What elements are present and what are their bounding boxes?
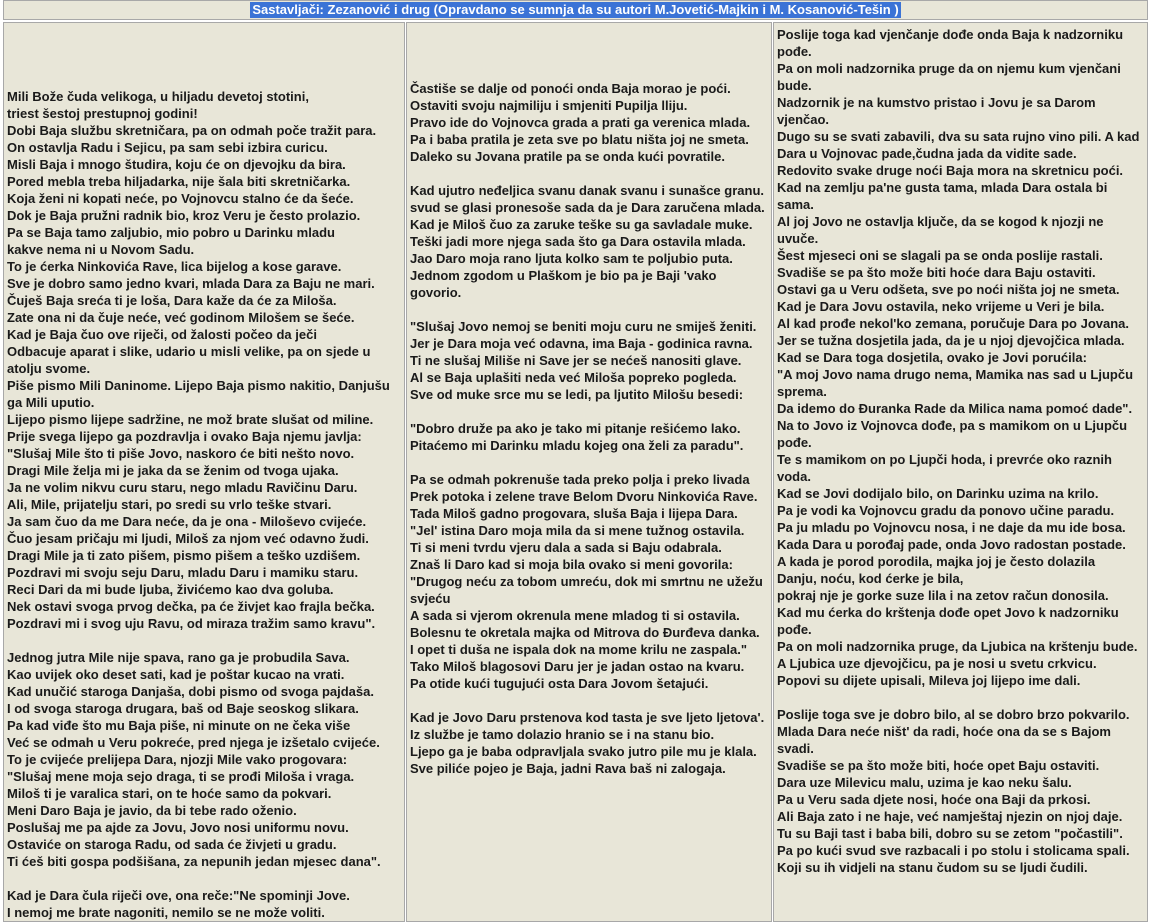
stanza [410, 709, 768, 777]
poem-line: Ostaviti svoju najmiliju i smjeniti Pupilja lliju. [410, 98, 688, 113]
poem-line: Pa otide kući tugujući osta Dara Jovom šetajući. [410, 676, 709, 691]
poem-line: "Slušaj Mile što ti piše Jovo, naskoro će biti nešto novo. [7, 446, 355, 461]
poem-line: "Drugog neću za tobom umreću, dok mi smrtnu ne užežu svjeću [410, 574, 763, 606]
poem-line: Kad je Dara Jovu ostavila, neko vrijeme u Veri je bila. [777, 299, 1105, 314]
poem-column-3 [773, 22, 1148, 922]
stanza [7, 649, 401, 870]
stanza [777, 706, 1144, 876]
poem-line: Kad ujutro neđeljica svanu danak svanu i sunašce granu. [410, 183, 764, 198]
poem-line: Na to Jovo iz Vojnovca dođe, pa s mamikom on u Ljupču pođe. [777, 418, 1128, 450]
poem-line: Kad na zemlju pa'ne gusta tama, mlada Dara ostala bi sama. [777, 180, 1108, 212]
poem-line: "Dobro druže pa ako je tako mi pitanje rešićemo lako. [410, 421, 741, 436]
poem-line: Kad je Miloš čuo za zaruke teške su ga savladale muke. [410, 217, 753, 232]
poem-line: A sada si vjerom okrenula mene mladog ti si ostavila. [410, 608, 740, 623]
poem-line: Al kad prođe nekol'ko zemana, poručuje Dara po Jovana. [777, 316, 1130, 331]
poem-line: Piše pismo Mili Daninome. Lijepo Baja pismo nakitio, Danjušu ga Mili uputio. [7, 378, 390, 410]
poem-line: Pa kad viđe što mu Baja piše, ni minute on ne čeka više [7, 718, 351, 733]
poem-line: Pitaćemo mi Darinku mladu kojeg ona želi za paradu". [410, 438, 744, 453]
poem-line: I od svoga staroga drugara, baš od Baje seoskog slikara. [7, 701, 359, 716]
poem-line: Svadiše se pa što može biti hoće dara Baju ostaviti. [777, 265, 1096, 280]
stanza [410, 182, 768, 301]
poem-line: Tada Miloš gadno progovara, sluša Baja i lijepa Dara. [410, 506, 738, 521]
stanza [410, 80, 768, 165]
poem-line: Danju, noću, kod ćerke je bila, [777, 571, 964, 586]
poem-line: Tako Miloš blagosovi Daru jer je jadan ostao na kvaru. [410, 659, 745, 674]
poem-line: Da idemo do Đuranka Rade da Milica nama pomoć dade". [777, 401, 1133, 416]
poem-line: Dara uze Milevicu malu, uzima je kao neku šalu. [777, 775, 1072, 790]
poem-line: Te s mamikom on po Ljupči hoda, i prevrće oko raznih voda. [777, 452, 1112, 484]
poem-line: Ja sam čuo da me Dara neće, da je ona - Miloševo cvijeće. [7, 514, 367, 529]
poem-line: Pravo ide do Vojnovca grada a prati ga verenica mlada. [410, 115, 751, 130]
poem-line: svud se glasi pronesoše sada da je Dara zaručena mlada. [410, 200, 765, 215]
stanza [410, 318, 768, 403]
poem-line: "Jel' istina Daro moja mila da si mene tužnog ostavila. [410, 523, 745, 538]
stanza [777, 26, 1144, 689]
poem-line: Poslije toga sve je dobro bilo, al se dobro brzo pokvarilo. [777, 707, 1130, 722]
poem-line: Dobi Baja službu skretničara, pa on odmah poče tražit para. [7, 123, 377, 138]
poem-line: Ti si meni tvrdu vjeru dala a sada si Baju odabrala. [410, 540, 722, 555]
poem-line: Svadiše se pa što može biti, hoće opet Baju ostaviti. [777, 758, 1100, 773]
poem-line: Kad se Dara toga dosjetila, ovako je Jovi porućila: [777, 350, 1087, 365]
poem-line: Pa on moli nadzornika pruge, da Ljubica na krštenju bude. [777, 639, 1138, 654]
poem-line: Znaš li Daro kad si moja bila ovako si meni govorila: [410, 557, 733, 572]
poem-line: Čuješ Baja sreća ti je loša, Dara kaže da će za Miloša. [7, 293, 337, 308]
poem-line: Zate ona ni da čuje neće, već godinom Milošem se šeće. [7, 310, 355, 325]
poem-line: Ostavi ga u Veru odšeta, sve po noći ništa joj ne smeta. [777, 282, 1120, 297]
poem-line: Pa se Baja tamo zaljubio, mio pobro u Darinku mladu [7, 225, 335, 240]
poem-line: Kad se Jovi dodijalo bilo, on Darinku uzima na krilo. [777, 486, 1099, 501]
poem-line: Ti ne slušaj Miliše ni Save jer se nećeš nanositi glave. [410, 353, 742, 368]
poem-line: Ti ćeš biti gospa podšišana, za nepunih jedan mjesec dana". [7, 854, 381, 869]
poem-line: Šest mjeseci oni se slagali pa se onda poslije rastali. [777, 248, 1103, 263]
poem-line: Iz službe je tamo dolazio hranio se i na stanu bio. [410, 727, 715, 742]
poem-line: Kada Dara u porođaj pade, onda Jovo radostan postade. [777, 537, 1126, 552]
poem-line: Jer je Dara moja već odavna, ima Baja - godinica ravna. [410, 336, 753, 351]
poem-line: pokraj nje je gorke suze lila i na zetov račun donosila. [777, 588, 1109, 603]
poem-line: Pa on moli nadzornika pruge da on njemu kum vjenčani bude. [777, 61, 1121, 93]
poem-line: Kad mu ćerka do krštenja dođe opet Jovo k nadzorniku pođe. [777, 605, 1119, 637]
poem-line: Meni Daro Baja je javio, da bi tebe rado oženio. [7, 803, 297, 818]
poem-line: Kao uvijek oko deset sati, kad je poštar kucao na vrati. [7, 667, 345, 682]
poem-line: Dragi Mile želja mi je jaka da se ženim od tvoga ujaka. [7, 463, 339, 478]
poem-line: kakve nema ni u Novom Sadu. [7, 242, 195, 257]
poem-line: A Ljubica uze djevojčicu, pa je nosi u svetu crkvicu. [777, 656, 1097, 671]
poem-line: Nek ostavi svoga prvog dečka, pa će živjet kao frajla bečka. [7, 599, 375, 614]
poem-line: On ostavlja Radu i Sejicu, pa sam sebi izbira curicu. [7, 140, 328, 155]
poem-line: Miloš ti je varalica stari, on te hoće samo da pokvari. [7, 786, 332, 801]
poem-line: Sve piliće pojeo je Baja, jadni Rava baš ni zalogaja. [410, 761, 726, 776]
poem-line: Čuo jesam pričaju mi ljudi, Miloš za njom već odavno žudi. [7, 531, 369, 546]
poem-line: Koji su ih vidjeli na stanu čudom su se ljudi čudili. [777, 860, 1088, 875]
stanza [7, 88, 401, 632]
poem-line: Redovito svake druge noći Baja mora na skretnicu poći. [777, 163, 1124, 178]
stanza [7, 887, 401, 921]
poem-line: Bolesnu te okretala majka od Mitrova do Đurđeva danka. [410, 625, 760, 640]
poem-line: Lijepo pismo lijepe sadržine, ne mož brate slušat od miline. [7, 412, 374, 427]
poem-line: Pa po kući svud sve razbacali i po stolu i stolicama spali. [777, 843, 1130, 858]
poem-line: To je cvijeće prelijepa Dara, njozji Mile vako progovara: [7, 752, 348, 767]
poem-line: Častiše se dalje od ponoći onda Baja morao je poći. [410, 81, 731, 96]
stanza [410, 420, 768, 454]
poem-column-1 [3, 22, 405, 922]
poem-line: Al joj Jovo ne ostavlja ključe, da se kogod k njozji ne uvuče. [777, 214, 1104, 246]
poem-column-2 [406, 22, 772, 922]
poem-line: Sve je dobro samo jedno kvari, mlada Dara za Baju ne mari. [7, 276, 375, 291]
poem-line: Jer se tužna dosjetila jada, da je u njoj djevojčica mlada. [777, 333, 1125, 348]
poem-line: Kad je Dara čula riječi ove, ona reče:"Ne spominji Jove. [7, 888, 350, 903]
poem-line: Prek potoka i zelene trave Belom Dvoru Ninkovića Rave. [410, 489, 758, 504]
poem-line: Pozdravi mi i svog uju Ravu, od miraza tražim samo kravu". [7, 616, 376, 631]
poem-line: Daleko su Jovana pratile pa se onda kući povratile. [410, 149, 726, 164]
poem-line: Odbacuje aparat i slike, udario u misli velike, pa on sjede u atolju svome. [7, 344, 371, 376]
poem-line: Pa u Veru sada djete nosi, hoće ona Baji da prkosi. [777, 792, 1091, 807]
poem-line: Misli Baja i mnogo študira, koju će on djevojku da bira. [7, 157, 346, 172]
poem-line: Poslije toga kad vjenčanje dođe onda Baja k nadzorniku pođe. [777, 27, 1124, 59]
poem-line: Poslušaj me pa ajde za Jovu, Jovo nosi uniformu novu. [7, 820, 349, 835]
poem-line: "Slušaj mene moja sejo draga, ti se prođi Miloša i vraga. [7, 769, 355, 784]
poem-line: Dugo su se svati zabavili, dva su sata rujno vino pili. A kad Dara u Vojnovac pade,čudna jada da vidite sade. [777, 129, 1140, 161]
poem-line: Jao Daro moja rano ljuta kolko sam te poljubio puta. [410, 251, 733, 266]
authors-title[interactable]: Sastavljači: Zezanović i drug (Opravdano se sumnja da su autori M.Jovetić-Majkin i M. Kosanović-Tešin ) [252, 2, 899, 17]
poem-line: Prije svega lijepo ga pozdravlja i ovako Baja njemu javlja: [7, 429, 362, 444]
poem-line: "A moj Jovo nama drugo nema, Mamika nas sad u Ljupču sprema. [777, 367, 1134, 399]
poem-line: Al se Baja uplašiti neda već Miloša popreko pogleda. [410, 370, 737, 385]
poem-table [3, 22, 1148, 922]
poem-line: Tu su Baji tast i baba bili, dobro su se zetom "počastili". [777, 826, 1123, 841]
poem-line: triest šestoj prestupnoj godini! [7, 106, 198, 121]
poem-line: Pa ju mladu po Vojnovcu nosa, i ne daje da mu ide bosa. [777, 520, 1126, 535]
poem-line: Ostaviće on staroga Radu, od sada će živjeti u gradu. [7, 837, 337, 852]
poem-line: Ljepo ga je baba odpravljala svako jutro pile mu je klala. [410, 744, 757, 759]
poem-line: Popovi su dijete upisali, Mileva joj lijepo ime dali. [777, 673, 1081, 688]
poem-line: "Slušaj Jovo nemoj se beniti moju curu ne smiješ ženiti. [410, 319, 757, 334]
poem-line: Ali, Mile, prijatelju stari, po sredi su vrlo teške stvari. [7, 497, 332, 512]
poem-line: Ali Baja zato i ne haje, već namještaj njezin on njoj daje. [777, 809, 1123, 824]
poem-line: Sve od muke srce mu se ledi, pa ljutito Milošu besedi: [410, 387, 744, 402]
poem-line: I nemoj me brate nagoniti, nemilo se ne može voliti. [7, 905, 325, 920]
poem-line: Teški jadi more njega sada što ga Dara ostavila mlada. [410, 234, 746, 249]
poem-line: Mlada Dara neće ništ' da radi, hoće ona da se s Bajom svadi. [777, 724, 1111, 756]
poem-line: Jednom zgodom u Plaškom je bio pa je Baji 'vako govorio. [410, 268, 717, 300]
poem-line: Koja ženi ni kopati neće, po Vojnovcu stalno će da šeće. [7, 191, 354, 206]
poem-line: Već se odmah u Veru pokreće, pred njega je izšetalo cvijeće. [7, 735, 380, 750]
poem-line: Kad je Baja čuo ove riječi, od žalosti počeo da ječi [7, 327, 317, 342]
poem-line: Pa i baba pratila je zeta sve po blatu ništa joj ne smeta. [410, 132, 749, 147]
poem-line: Reci Dari da mi bude ljuba, živićemo kao dva goluba. [7, 582, 334, 597]
poem-line: Pored mebla treba hiljadarka, nije šala biti skretničarka. [7, 174, 351, 189]
poem-line: Dok je Baja pružni radnik bio, kroz Veru je često prolazio. [7, 208, 361, 223]
poem-line: Kad unučić staroga Danjaša, dobi pismo od svoga pajdaša. [7, 684, 374, 699]
poem-line: Pozdravi mi svoju seju Daru, mladu Daru i mamiku staru. [7, 565, 359, 580]
poem-line: A kada je porod porodila, majka joj je često dolazila [777, 554, 1096, 569]
poem-line: Ja ne volim nikvu curu staru, nego mladu Ravičinu Daru. [7, 480, 358, 495]
poem-line: Pa se odmah pokrenuše tada preko polja i preko livada [410, 472, 750, 487]
stanza [410, 471, 768, 692]
poem-line: Nadzornik je na kumstvo pristao i Jovu je sa Darom vjenčao. [777, 95, 1096, 127]
poem-line: Kad je Jovo Daru prstenova kod tasta je sve ljeto ljetova'. [410, 710, 765, 725]
poem-line: I opet ti duša ne ispala dok na mome krilu ne zaspala." [410, 642, 748, 657]
poem-line: Jednog jutra Mile nije spava, rano ga je probudila Sava. [7, 650, 350, 665]
poem-line: Mili Bože čuda velikoga, u hiljadu devetoj stotini, [7, 89, 309, 104]
poem-line: To je ćerka Ninkovića Rave, lica bijelog a kose garave. [7, 259, 342, 274]
poem-line: Pa je vodi ka Vojnovcu gradu da ponovo učine paradu. [777, 503, 1115, 518]
poem-line: Dragi Mile ja ti zato pišem, pismo pišem a teško uzdišem. [7, 548, 361, 563]
poem-header-bar [3, 0, 1148, 20]
